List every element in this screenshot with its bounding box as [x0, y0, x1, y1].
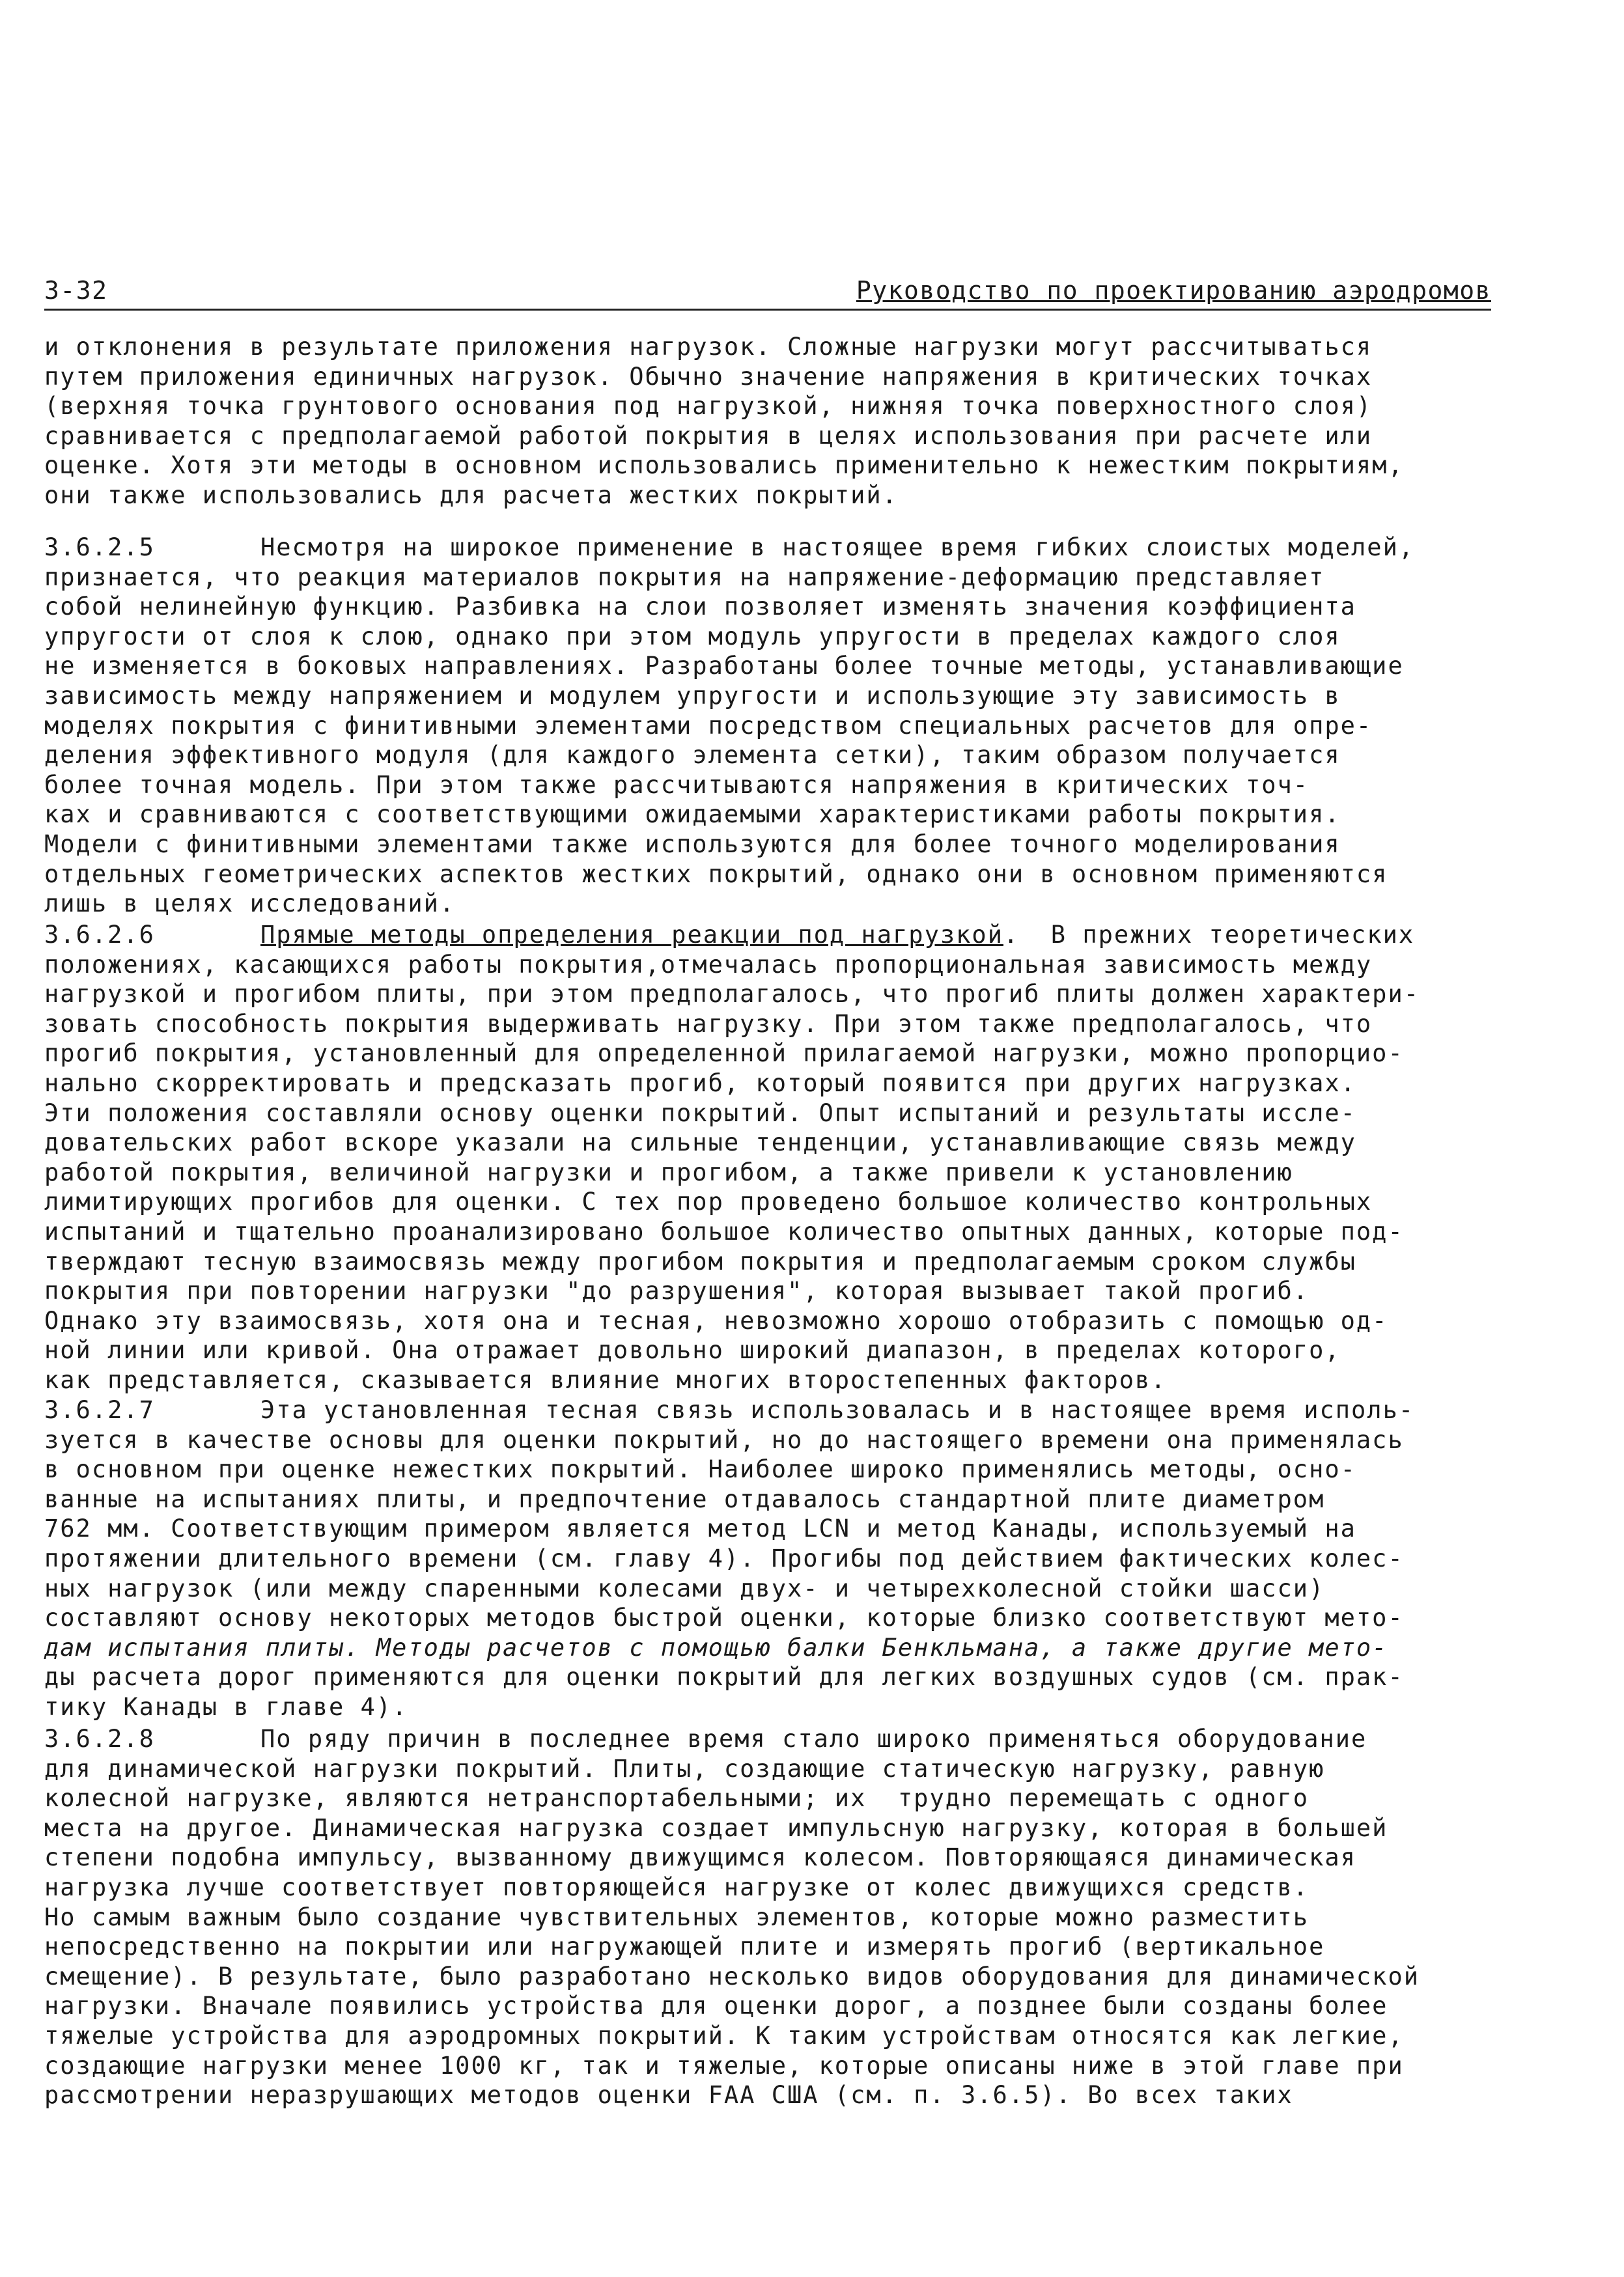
text-line: сравнивается с предполагаемой работой покрытия в целях использования при расчете или	[44, 421, 1373, 450]
text-line: и отклонения в результате приложения нагрузок. Сложные нагрузки могут рассчитываться	[44, 333, 1373, 361]
text-line: нагрузки. Вначале появились устройства для оценки дорог, а позднее были созданы более	[44, 1992, 1388, 2020]
text-line: упругости от слоя к слою, однако при этом модуль упругости в пределах каждого слоя	[44, 622, 1341, 650]
paragraph-first-line	[44, 920, 1522, 950]
text-line: зависимость между напряжением и модулем упругости и использующие эту зависимость в	[44, 681, 1341, 710]
text-span: По ряду причин в последнее время стало широко применяться оборудование	[260, 1725, 1367, 1753]
paragraph-first-line	[44, 1724, 1522, 1754]
text-line: Модели с финитивными элементами также используются для более точного моделирования	[44, 830, 1341, 858]
text-line: степени подобна импульсу, вызванному движущимся колесом. Повторяющаяся динамическая	[44, 1843, 1356, 1872]
text-line: они также использовались для расчета жестких покрытий.	[44, 481, 898, 509]
paragraph-heading: Прямые методы определения реакции под нагрузкой	[260, 921, 1003, 949]
intro-paragraph	[44, 332, 1522, 510]
text-line: нагрузка лучше соответствует повторяющейся нагрузке от колес движущихся средств.	[44, 1873, 1309, 1901]
paragraph-number: 3.6.2.5	[44, 533, 155, 561]
text-line: положениях, касающихся работы покрытия,отмечалась пропорциональная зависимость между	[44, 950, 1373, 979]
text-line: оценке. Хотя эти методы в основном использовались применительно к нежестким покрытиям,	[44, 451, 1404, 480]
paragraph-first-line	[44, 533, 1522, 563]
paragraph-first-line	[44, 1395, 1522, 1425]
text-line: непосредственно на покрытии или нагружающей плите и измерять прогиб (вертикальное	[44, 1933, 1325, 1961]
text-line: лимитирующих прогибов для оценки. С тех пор проведено большое количество контрольных	[44, 1188, 1373, 1216]
text-line: моделях покрытия с финитивными элементами посредством специальных расчетов для опре-	[44, 711, 1373, 740]
text-span: . В прежних теоретических	[1003, 921, 1415, 949]
text-line: 762 мм. Соответствующим примером является метод LCN и метод Канады, используемый на	[44, 1515, 1356, 1543]
text-line: прогиб покрытия, установленный для определенной прилагаемой нагрузки, можно пропорцио-	[44, 1039, 1404, 1068]
text-line: ванные на испытаниях плиты, и предпочтение отдавалось стандартной плите диаметром	[44, 1485, 1325, 1513]
text-line-italic: дам испытания плиты. Методы расчетов с помощью балки Бенкльмана, а также другие мето-	[44, 1633, 1388, 1662]
running-title: Руководство по проектированию аэродромов	[856, 276, 1491, 305]
text-line: (верхняя точка грунтового основания под нагрузкой, нижняя точка поверхностного слоя)	[44, 392, 1373, 421]
text-line: зуется в качестве основы для оценки покрытий, но до настоящего времени она применялась	[44, 1425, 1404, 1454]
text-line: как представляется, сказывается влияние многих второстепенных факторов.	[44, 1365, 1167, 1394]
paragraph-3-6-2-6	[44, 920, 1522, 1395]
text-span: Несмотря на широкое применение в настоящее время гибких слоистых моделей,	[260, 533, 1415, 561]
text-line: признается, что реакция материалов покрытия на напряжение-деформацию представляет	[44, 563, 1325, 591]
text-line: отдельных геометрических аспектов жестких покрытий, однако они в основном применяются	[44, 859, 1388, 888]
text-line: для динамической нагрузки покрытий. Плиты, создающие статическую нагрузку, равную	[44, 1754, 1325, 1783]
text-line: Но самым важным было создание чувствительных элементов, которые можно разместить	[44, 1903, 1309, 1931]
text-line: ках и сравниваются с соответствующими ожидаемыми характеристиками работы покрытия.	[44, 800, 1341, 829]
text-line: создающие нагрузки менее 1000 кг, так и тяжелые, которые описаны ниже в этой главе при	[44, 2051, 1404, 2080]
text-line: лишь в целях исследований.	[44, 889, 456, 918]
text-line: деления эффективного модуля (для каждого элемента сетки), таким образом получается	[44, 741, 1341, 770]
text-line: нагрузкой и прогибом плиты, при этом предполагалось, что прогиб плиты должен характери-	[44, 980, 1420, 1009]
text-line: тику Канады в главе 4).	[44, 1692, 408, 1721]
text-line: смещение). В результате, было разработано несколько видов оборудования для динамической	[44, 1962, 1420, 1991]
text-line: путем приложения единичных нагрузок. Обычно значение напряжения в критических точках	[44, 362, 1373, 391]
text-line: покрытия при повторении нагрузки "до разрушения", которая вызывает такой прогиб.	[44, 1277, 1309, 1306]
text-line: ных нагрузок (или между спаренными колесами двух- и четырехколесной стойки шасси)	[44, 1574, 1325, 1602]
text-line: колесной нагрузке, являются нетранспортабельными; их трудно перемещать с одного	[44, 1784, 1309, 1813]
text-line: собой нелинейную функцию. Разбивка на слои позволяет изменять значения коэффициента	[44, 593, 1356, 621]
text-line: составляют основу некоторых методов быстрой оценки, которые близко соответствуют мето-	[44, 1604, 1404, 1632]
text-line: испытаний и тщательно проанализировано большое количество опытных данных, которые под-	[44, 1217, 1404, 1246]
text-line: ной линии или кривой. Она отражает довольно широкий диапазон, в пределах которого,	[44, 1336, 1341, 1365]
page-number: 3-32	[44, 276, 108, 305]
paragraph-3-6-2-8	[44, 1724, 1522, 2110]
text-line: в основном при оценке нежестких покрытий. Наиболее широко применялись методы, осно-	[44, 1455, 1356, 1484]
text-span: Эта установленная тесная связь использовалась и в настоящее время исполь-	[260, 1396, 1415, 1424]
text-line: нально скорректировать и предсказать прогиб, который появится при других нагрузках.	[44, 1069, 1356, 1097]
paragraph-3-6-2-5	[44, 533, 1522, 919]
text-line: тяжелые устройства для аэродромных покрытий. К таким устройствам относятся как легкие,	[44, 2021, 1404, 2050]
text-line: более точная модель. При этом также рассчитываются напряжения в критических точ-	[44, 770, 1309, 799]
text-line: протяжении длительного времени (см. главу 4). Прогибы под действием фактических колес-	[44, 1544, 1404, 1572]
text-line: места на другое. Динамическая нагрузка создает импульсную нагрузку, которая в большей	[44, 1813, 1388, 1842]
text-line: Однако эту взаимосвязь, хотя она и тесная, невозможно хорошо отобразить с помощью од-	[44, 1306, 1388, 1335]
paragraph-3-6-2-7	[44, 1395, 1522, 1722]
text-line: довательских работ вскоре указали на сильные тенденции, устанавливающие связь между	[44, 1128, 1356, 1157]
paragraph-number: 3.6.2.6	[44, 921, 155, 949]
text-line: не изменяется в боковых направлениях. Разработаны более точные методы, устанавливающие	[44, 652, 1404, 680]
paragraph-number: 3.6.2.7	[44, 1396, 155, 1424]
text-line: тверждают тесную взаимосвязь между прогибом покрытия и предполагаемым сроком службы	[44, 1247, 1356, 1276]
text-line: Эти положения составляли основу оценки покрытий. Опыт испытаний и результаты иссле-	[44, 1098, 1356, 1127]
paragraph-number: 3.6.2.8	[44, 1725, 155, 1753]
text-line: ды расчета дорог применяются для оценки покрытий для легких воздушных судов (см. прак-	[44, 1663, 1404, 1692]
text-line: зовать способность покрытия выдерживать нагрузку. При этом также предполагалось, что	[44, 1009, 1373, 1038]
text-line: рассмотрении неразрушающих методов оценки FAA США (см. п. 3.6.5). Во всех таких	[44, 2081, 1293, 2110]
text-line: работой покрытия, величиной нагрузки и прогибом, а также привели к установлению	[44, 1158, 1293, 1186]
